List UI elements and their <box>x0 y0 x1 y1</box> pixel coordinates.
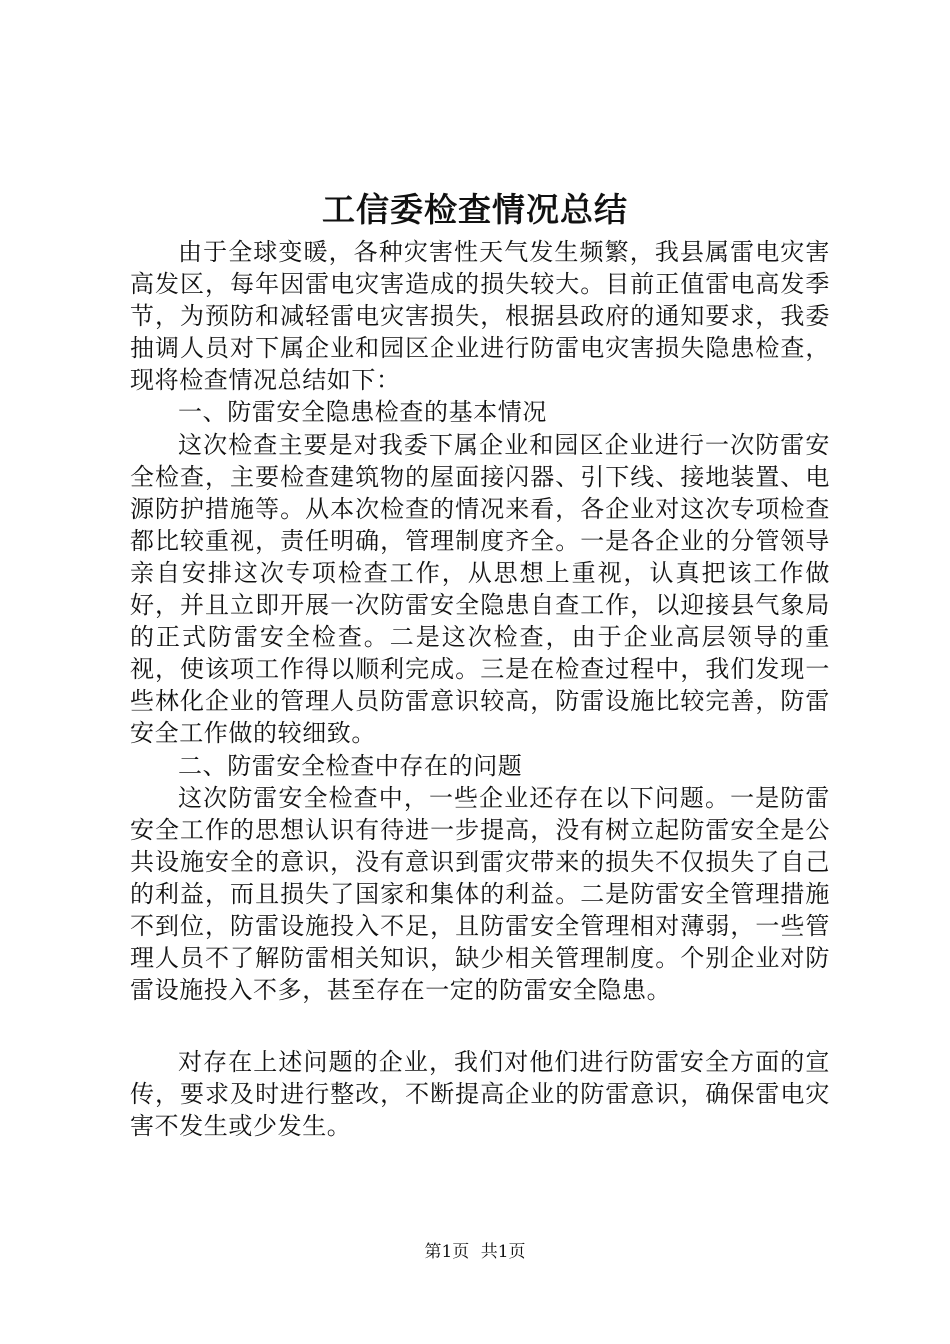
closing-paragraph: 对存在上述问题的企业，我们对他们进行防雷安全方面的宣传，要求及时进行整改，不断提高企业的防雷意识，确保雷电灾害不发生或少发生。 <box>130 1048 830 1141</box>
section-heading-2: 二、防雷安全检查中存在的问题 <box>178 751 523 780</box>
intro-paragraph: 由于全球变暖，各种灾害性天气发生频繁，我县属雷电灾害高发区，每年因雷电灾害造成的损失较大。目前正值雷电高发季节，为预防和减轻雷电灾害损失，根据县政府的通知要求，我委抽调人员对下属企业和园区企业进行防雷电灾害损失隐患检查，现将检查情况总结如下： <box>130 238 830 395</box>
page-footer: 第1页 共1页 <box>424 1242 526 1262</box>
document-body <box>130 236 830 1143</box>
page-title: 工信委检查情况总结 <box>322 190 628 229</box>
section-2-paragraph: 这次防雷安全检查中，一些企业还存在以下问题。一是防雷安全工作的思想认识有待进一步提高，没有树立起防雷安全是公共设施安全的意识，没有意识到雷灾带来的损失不仅损失了自己的利益，而且损失了国家和集体的利益。二是防雷安全管理措施不到位，防雷设施投入不足，且防雷安全管理相对薄弱，一些管理人员不了解防雷相关知识，缺少相关管理制度。个别企业对防雷设施投入不多，甚至存在一定的防雷安全隐患。 <box>130 783 830 1005</box>
section-heading-1: 一、防雷安全隐患检查的基本情况 <box>178 398 547 427</box>
paragraph-spacer <box>130 1006 830 1046</box>
section-1-paragraph: 这次检查主要是对我委下属企业和园区企业进行一次防雷安全检查，主要检查建筑物的屋面接闪器、引下线、接地装置、电源防护措施等。从本次检查的情况来看，各企业对这次专项检查都比较重视，责任明确，管理制度齐全。一是各企业的分管领导亲自安排这次专项检查工作，从思想上重视，认真把该工作做好，并且立即开展一次防雷安全隐患自查工作，以迎接县气象局的正式防雷安全检查。二是这次检查，由于企业高层领导的重视，使该项工作得以顺利完成。三是在检查过程中，我们发现一些林化企业的管理人员防雷意识较高，防雷设施比较完善，防雷安全工作做的较细致。 <box>130 430 830 748</box>
